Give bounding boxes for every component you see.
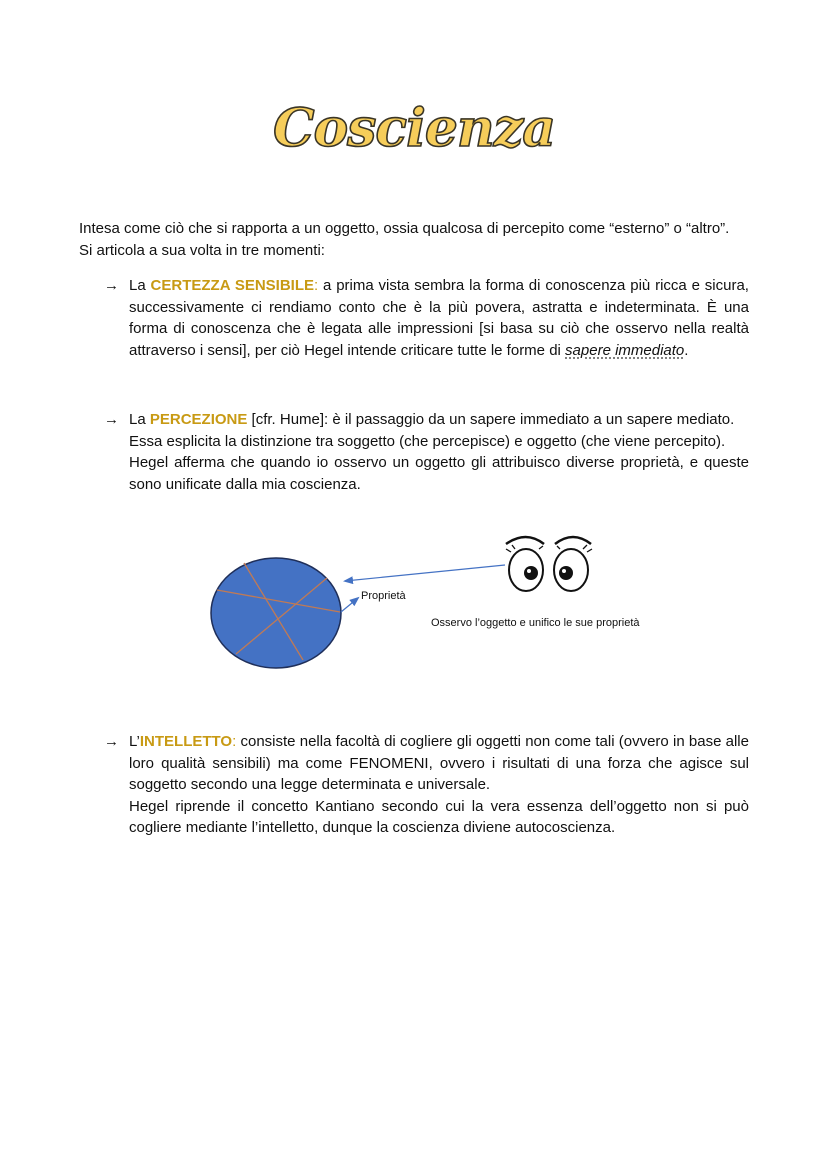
arrow-bullet-icon: → <box>104 411 119 428</box>
page-title: Coscienza <box>273 98 555 159</box>
item-paragraph <box>129 731 749 796</box>
keyword-percezione: PERCEZIONE <box>149 411 248 428</box>
eyes-icon <box>506 537 592 591</box>
emphasis-sapere-immediato: sapere immediato <box>565 341 685 359</box>
list-item-intelletto <box>104 731 749 839</box>
item-text: [cfr. Hume]: è il passaggio da un sapere immediato a un sapere mediato. Essa esplicita la distinzione tra soggetto (che percepisce) e oggetto (che viene percepito). <box>129 411 735 450</box>
item-text: consiste nella facoltà di cogliere gli oggetti non come tali (ovvero in base alle loro qualità sensibili) ma come FENOMENI, ovvero i risultati di una forza che agisce sul soggetto secondo una legge determinata e universale. <box>129 733 749 793</box>
item-paragraph-2: Hegel riprende il concetto Kantiano secondo cui la vera essenza dell’oggetto non si può cogliere mediante l’intelletto, dunque la coscienza diviene autocoscienza. <box>129 797 749 836</box>
intro-paragraph <box>79 218 749 261</box>
property-label: Proprietà <box>361 590 406 602</box>
observer-caption: Osservo l’oggetto e unifico le sue proprietà <box>431 617 640 629</box>
keyword-intelletto: INTELLETTO <box>139 733 233 750</box>
item-paragraph <box>129 409 749 452</box>
item-prefix: La <box>129 411 150 428</box>
keyword-certezza-sensibile: CERTEZZA SENSIBILE <box>150 277 314 294</box>
list-item-percezione <box>104 409 749 495</box>
item-prefix: La <box>129 277 151 294</box>
keyword-colon: : <box>232 733 237 750</box>
intro-line-1: Intesa come ciò che si rapporta a un oggetto, ossia qualcosa di percepito come “esterno” o “altro”. <box>79 220 730 237</box>
arrow-bullet-icon: → <box>104 277 119 294</box>
diagram-graphic <box>200 530 660 680</box>
object-ellipse-icon <box>211 558 341 668</box>
property-arrow-icon <box>341 598 358 612</box>
intro-line-2: Si articola a sua volta in tre momenti: <box>79 241 325 259</box>
item-text: a prima vista sembra la forma di conoscenza più ricca e sicura, successivamente ci rendiamo conto che è la più povera, astratta e indeterminata. È una forma di conoscenza che è legata alle impressioni [si basa su ciò che osservo nella realtà attraverso i sensi], per ciò Hegel intende criticare tutte le forme di <box>129 277 749 359</box>
item-text-end: . <box>684 341 689 359</box>
item-prefix: L’ <box>129 733 140 750</box>
arrow-bullet-icon: → <box>104 733 119 750</box>
perception-diagram <box>200 530 660 680</box>
keyword-colon: : <box>314 277 319 294</box>
item-paragraph <box>129 275 749 361</box>
item-paragraph-2: Hegel afferma che quando io osservo un oggetto gli attribuisco diverse proprietà, e queste sono unificate dalla mia coscienza. <box>129 454 749 493</box>
list-item-certezza-sensibile <box>104 275 749 361</box>
gaze-arrow-icon <box>345 565 505 581</box>
